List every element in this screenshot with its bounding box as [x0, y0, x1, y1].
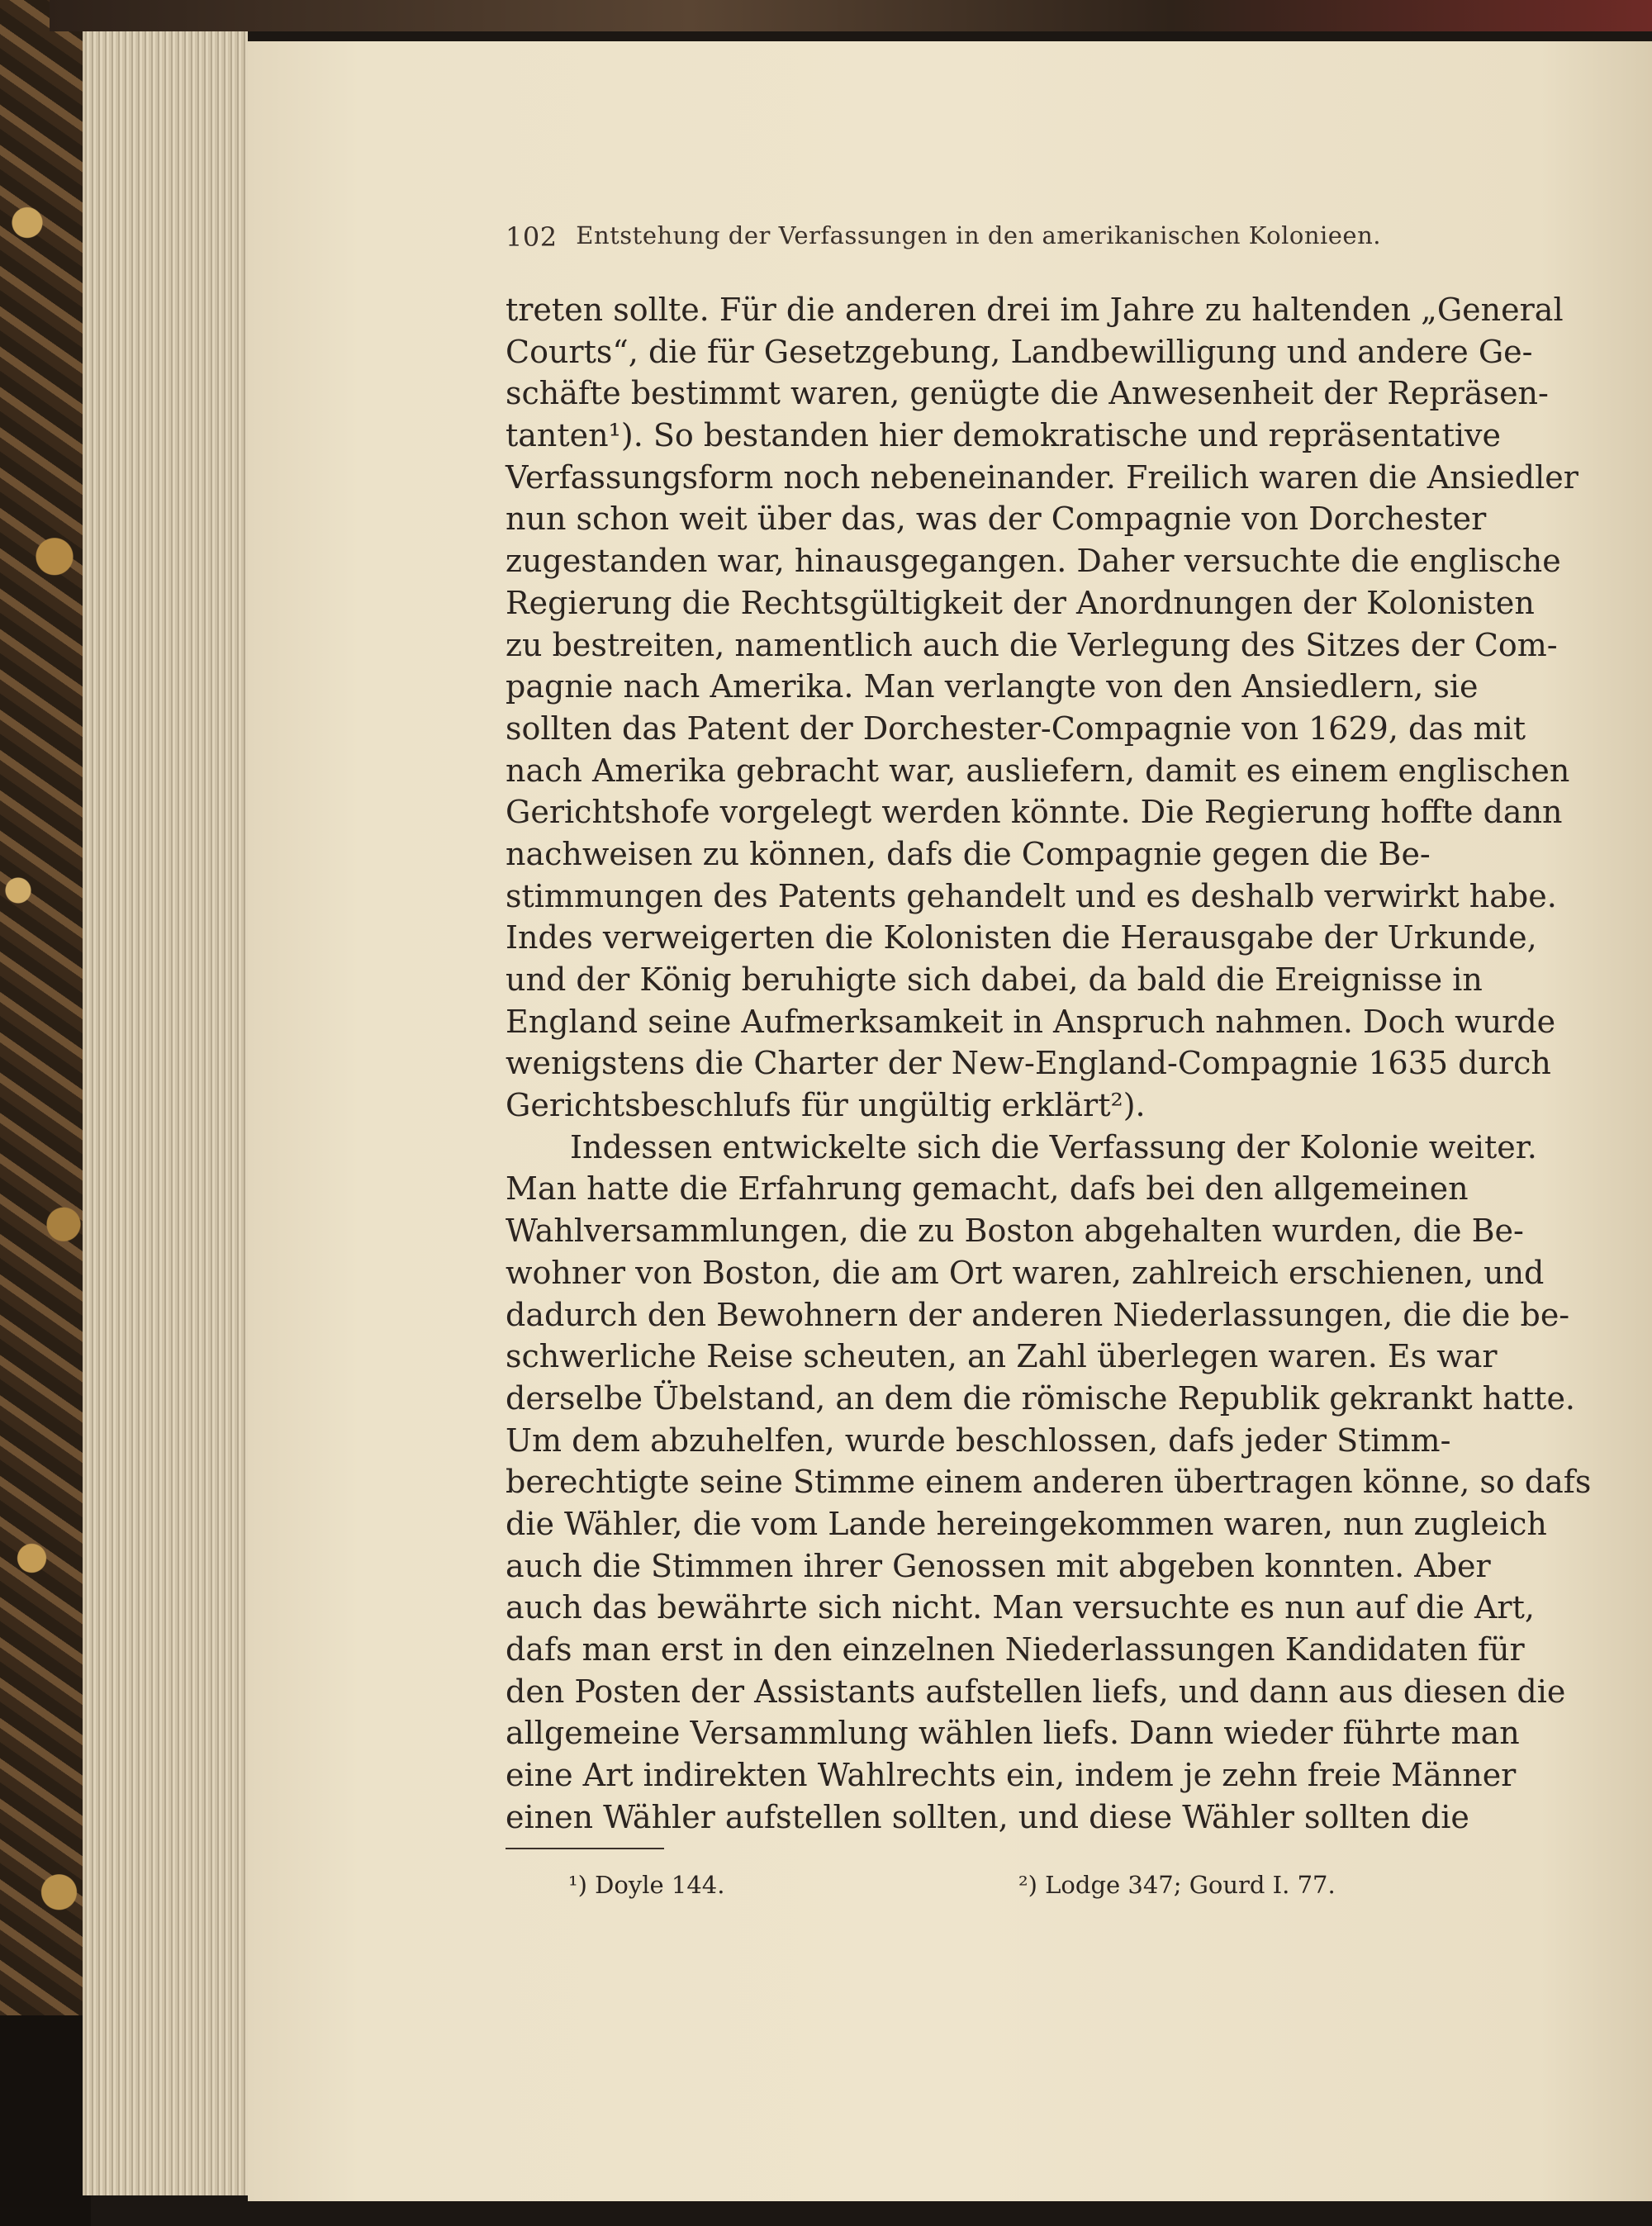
text-line: stimmungen des Patents gehandelt und es deshalb verwirkt habe.: [506, 877, 1557, 914]
text-line: berechtigte seine Stimme einem anderen übertragen könne, so dafs: [506, 1464, 1592, 1501]
text-line: wenigstens die Charter der New-England-Compagnie 1635 durch: [506, 1045, 1551, 1082]
text-line: Verfassungsform noch nebeneinander. Freilich waren die Ansiedler: [506, 458, 1578, 496]
text-line: tanten¹). So bestanden hier demokratische und repräsentative: [506, 417, 1502, 454]
text-line: Courts“, die für Gesetzgebung, Landbewilligung und andere Ge-: [506, 333, 1533, 370]
text-line: Um dem abzuhelfen, wurde beschlossen, dafs jeder Stimm-: [506, 1422, 1451, 1459]
text-line: schwerliche Reise scheuten, an Zahl überlegen waren. Es war: [506, 1338, 1498, 1375]
text-line: den Posten der Assistants aufstellen liefs, und dann aus diesen die: [506, 1673, 1566, 1710]
text-line: England seine Aufmerksamkeit in Anspruch nahmen. Doch wurde: [506, 1003, 1556, 1040]
text-line: dafs man erst in den einzelnen Niederlassungen Kandidaten für: [506, 1631, 1525, 1668]
book-cover-marbled-edge: [0, 0, 91, 2226]
text-line: die Wähler, die vom Lande hereingekommen waren, nun zugleich: [506, 1505, 1547, 1542]
paragraph-start-line: Indessen entwickelte sich die Verfassung der Kolonie weiter.: [570, 1128, 1537, 1165]
body-text: [506, 289, 1592, 1838]
footnote-1: ¹) Doyle 144.: [568, 1871, 725, 1899]
footnote-2: ²) Lodge 347; Gourd I. 77.: [1018, 1871, 1336, 1899]
text-line: allgemeine Versammlung wählen liefs. Dann wieder führte man: [506, 1715, 1520, 1752]
text-line: treten sollte. Für die anderen drei im Jahre zu haltenden „General: [506, 292, 1564, 328]
text-line: zu bestreiten, namentlich auch die Verlegung des Sitzes der Com-: [506, 626, 1558, 663]
text-line: zugestanden war, hinausgegangen. Daher versuchte die englische: [506, 543, 1561, 580]
text-line: Gerichtshofe vorgelegt werden könnte. Die Regierung hoffte dann: [506, 794, 1563, 831]
text-line: Wahlversammlungen, die zu Boston abgehalten wurden, die Be-: [506, 1213, 1524, 1250]
text-line: nun schon weit über das, was der Compagnie von Dorchester: [506, 501, 1487, 538]
text-line: auch die Stimmen ihrer Genossen mit abgeben konnten. Aber: [506, 1547, 1491, 1584]
text-line: schäfte bestimmt waren, genügte die Anwesenheit der Repräsen-: [506, 375, 1549, 412]
text-line: nach Amerika gebracht war, ausliefern, damit es einem englischen: [506, 752, 1570, 789]
text-line: eine Art indirekten Wahlrechts ein, indem je zehn freie Männer: [506, 1757, 1517, 1794]
text-line: Man hatte die Erfahrung gemacht, dafs bei den allgemeinen: [506, 1170, 1469, 1208]
text-line: wohner von Boston, die am Ort waren, zahlreich erschienen, und: [506, 1254, 1545, 1291]
text-line: einen Wähler aufstellen sollten, und diese Wähler sollten die: [506, 1798, 1469, 1835]
text-line: auch das bewährte sich nicht. Man versuchte es nun auf die Art,: [506, 1589, 1535, 1626]
text-line: und der König beruhigte sich dabei, da bald die Ereignisse in: [506, 961, 1483, 998]
text-line: nachweisen zu können, dafs die Compagnie gegen die Be-: [506, 835, 1431, 872]
book-spine: [0, 2015, 91, 2226]
text-line: derselbe Übelstand, an dem die römische Republik gekrankt hatte.: [506, 1379, 1576, 1417]
page-number: 102: [506, 221, 558, 253]
footnote-rule: [506, 1848, 664, 1849]
page-stack-edges: [83, 31, 248, 2195]
running-header: [506, 221, 1381, 253]
text-line: Indes verweigerten die Kolonisten die Herausgabe der Urkunde,: [506, 919, 1537, 956]
book-top-edge: [50, 0, 1652, 31]
text-line: Gerichtsbeschlufs für ungültig erklärt²).: [506, 1087, 1146, 1124]
text-line: pagnie nach Amerika. Man verlangte von den Ansiedlern, sie: [506, 668, 1479, 705]
running-title: Entstehung der Verfassungen in den amerikanischen Kolonieen.: [576, 221, 1381, 249]
text-line: dadurch den Bewohnern der anderen Niederlassungen, die die be-: [506, 1296, 1570, 1333]
text-line: sollten das Patent der Dorchester-Compagnie von 1629, das mit: [506, 710, 1526, 747]
text-line: Regierung die Rechtsgültigkeit der Anordnungen der Kolonisten: [506, 584, 1535, 621]
